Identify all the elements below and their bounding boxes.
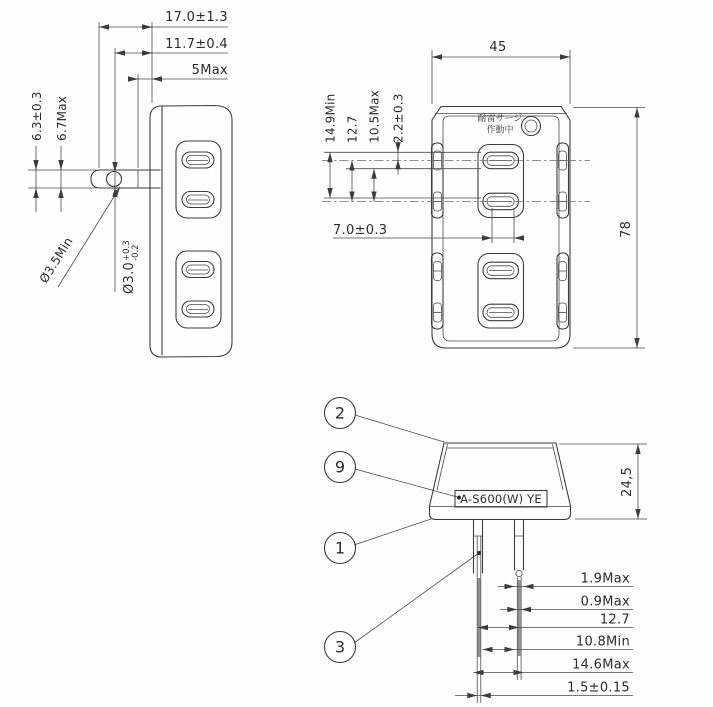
callout-balloons: [325, 398, 482, 663]
pin-dimensions: [455, 572, 633, 699]
bottom-view: [325, 398, 648, 704]
model-label: [455, 491, 547, 508]
surge-indicator-text-line2: 作動中: [486, 125, 514, 136]
side-view-body-outline: [150, 106, 232, 358]
left-pin: [474, 520, 483, 703]
dim-pin-span-label: 14.6Max: [572, 657, 630, 673]
dim-slot-width-label: 2.2±0.3: [391, 93, 406, 143]
callout-number-2: 2: [334, 403, 346, 423]
surge-indicator: [478, 112, 541, 136]
model-label-text: A-S600(W) YE: [460, 492, 542, 506]
dim-hole-tol-minus: -0.2: [131, 244, 141, 261]
dim-pin-thickness-label: 1.5±0.15: [567, 680, 630, 696]
front-view-body-outline: [432, 107, 570, 349]
surge-indicator-text-line1: 耐雷サージ: [477, 114, 523, 124]
dim-slot-pitch-label: 12.7: [345, 115, 360, 143]
dim-hole-tol-plus: +0.3: [122, 240, 132, 261]
callout-number-3: 3: [334, 637, 346, 657]
dim-width-label: 45: [489, 40, 507, 55]
side-view-outlet-slots: [176, 141, 221, 328]
dim-blade-width-label: 6.3±0.3: [30, 91, 44, 141]
dim-blade-width-max-label: 6.7Max: [55, 95, 69, 141]
dim-slot-length-label: 7.0±0.3: [333, 223, 388, 238]
front-view: [322, 40, 645, 348]
dim-face-step-label: 5Max: [191, 63, 228, 78]
dim-blade-length-label: 17.0±1.3: [165, 10, 228, 25]
dim-depth-group: [559, 444, 647, 519]
callout-number-9: 9: [334, 457, 346, 477]
dim-hole-clearance-label: Ø3.5Min: [36, 234, 76, 286]
dim-slot-span-label: 10.5Max: [367, 90, 382, 143]
dim-pin-inner-label: 0.9Max: [580, 594, 630, 610]
dim-slot-group-label: 14.9Min: [323, 93, 338, 143]
dim-hole-to-face-label: 11.7±0.4: [165, 37, 228, 52]
dim-depth-label: 24,5: [620, 466, 635, 497]
dim-pin-pitch-label: 12.7: [599, 612, 630, 628]
dim-height-label: 78: [619, 220, 634, 238]
bottom-view-body-outline: [430, 443, 571, 520]
callout-number-1: 1: [334, 538, 346, 558]
plug-pins: [474, 520, 524, 703]
surge-indicator-lamp: [522, 117, 541, 136]
dim-pin-tip-label: 1.9Max: [580, 571, 630, 587]
dim-pin-gap-label: 10.8Min: [575, 634, 630, 650]
front-view-side-clips: [432, 143, 569, 329]
front-view-dimensions: [324, 40, 646, 348]
blade-hole: [107, 172, 122, 187]
side-view: [28, 10, 232, 357]
slot-centerlines: [322, 161, 590, 202]
dim-hole-dia-group: [122, 240, 141, 294]
dim-hole-dia-label: Ø3.0: [122, 261, 137, 294]
pin-hole: [516, 570, 522, 576]
right-pin: [515, 520, 524, 680]
